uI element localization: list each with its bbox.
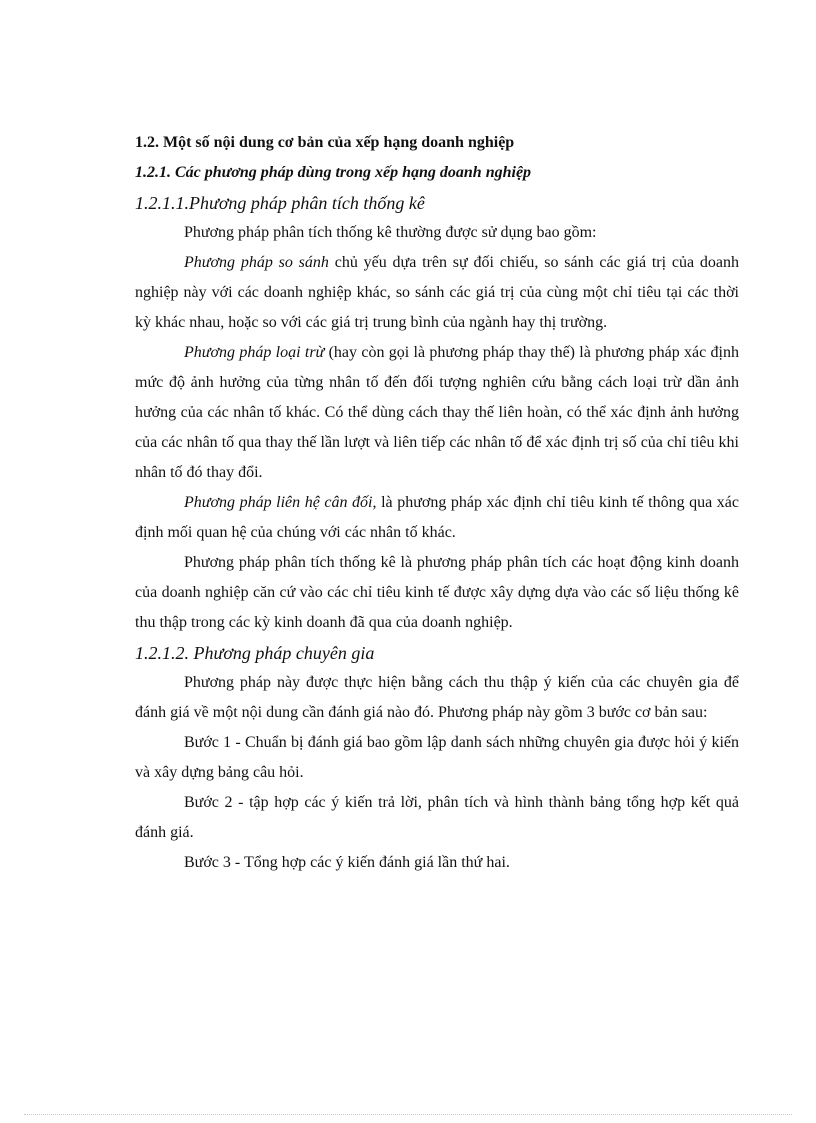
term-lien-he: Phương pháp liên hệ cân đối xyxy=(184,494,373,511)
page-bottom-divider xyxy=(24,1114,792,1115)
term-loai-tru: Phương pháp loại trừ xyxy=(184,344,325,361)
section-heading-1-2-1-2: 1.2.1.2. Phương pháp chuyên gia xyxy=(135,643,375,663)
paragraph-buoc-3: Bước 3 - Tổng hợp các ý kiến đánh giá lần thứ hai. xyxy=(184,854,510,871)
paragraph-lien-he xyxy=(135,488,739,548)
paragraph-buoc-1: Bước 1 - Chuẩn bị đánh giá bao gồm lập danh sách những chuyên gia được hỏi ý kiến và xây dựng bảng câu hỏi. xyxy=(135,734,739,781)
paragraph-buoc-2: Bước 2 - tập hợp các ý kiến trả lời, phân tích và hình thành bảng tổng hợp kết quả đánh giá. xyxy=(135,794,739,841)
text-lien-he: , là phương pháp xác định chỉ tiêu kinh tế thông qua xác định mối quan hệ của chúng với các nhân tố khác. xyxy=(135,494,739,541)
paragraph-intro: Phương pháp phân tích thống kê thường được sử dụng bao gồm: xyxy=(184,224,597,241)
paragraph-chuyen-gia: Phương pháp này được thực hiện bằng cách thu thập ý kiến của các chuyên gia để đánh giá về một nội dung cần đánh giá nào đó. Phương pháp này gồm 3 bước cơ bản sau: xyxy=(135,674,739,721)
section-heading-1-2: 1.2. Một số nội dung cơ bản của xếp hạng doanh nghiệp xyxy=(135,134,515,151)
paragraph-so-sanh xyxy=(135,248,739,338)
paragraph-thong-ke: Phương pháp phân tích thống kê là phương pháp phân tích các hoạt động kinh doanh của doanh nghiệp căn cứ vào các chỉ tiêu kinh tế được xây dựng dựa vào các số liệu thống kê thu thập trong các kỳ kinh doanh đã qua của doanh nghiệp. xyxy=(135,554,739,631)
document-body xyxy=(135,128,739,878)
term-so-sanh: Phương pháp so sánh xyxy=(184,254,329,271)
text-loai-tru: (hay còn gọi là phương pháp thay thế) là phương pháp xác định mức độ ảnh hưởng của từng nhân tố đến đối tượng nghiên cứu bằng cách loại trừ dần ảnh hưởng của các nhân tố khác. Có thể dùng cách thay thế liên hoàn, có thể xác định ảnh hưởng của các nhân tố qua thay thế lần lượt và liên tiếp các nhân tố để xác định trị số của chỉ tiêu khi nhân tố đó thay đổi. xyxy=(135,344,740,481)
text-so-sanh: chủ yếu dựa trên sự đối chiếu, so sánh các giá trị của doanh nghiệp này với các doanh nghiệp khác, so sánh các giá trị của cùng một chỉ tiêu tại các thời kỳ khác nhau, hoặc so với các giá trị trung bình của ngành hay thị trường. xyxy=(135,254,739,331)
section-heading-1-2-1-1: 1.2.1.1.Phương pháp phân tích thống kê xyxy=(135,193,425,213)
section-heading-1-2-1: 1.2.1. Các phương pháp dùng trong xếp hạng doanh nghiệp xyxy=(135,164,532,181)
paragraph-loai-tru xyxy=(135,338,739,488)
